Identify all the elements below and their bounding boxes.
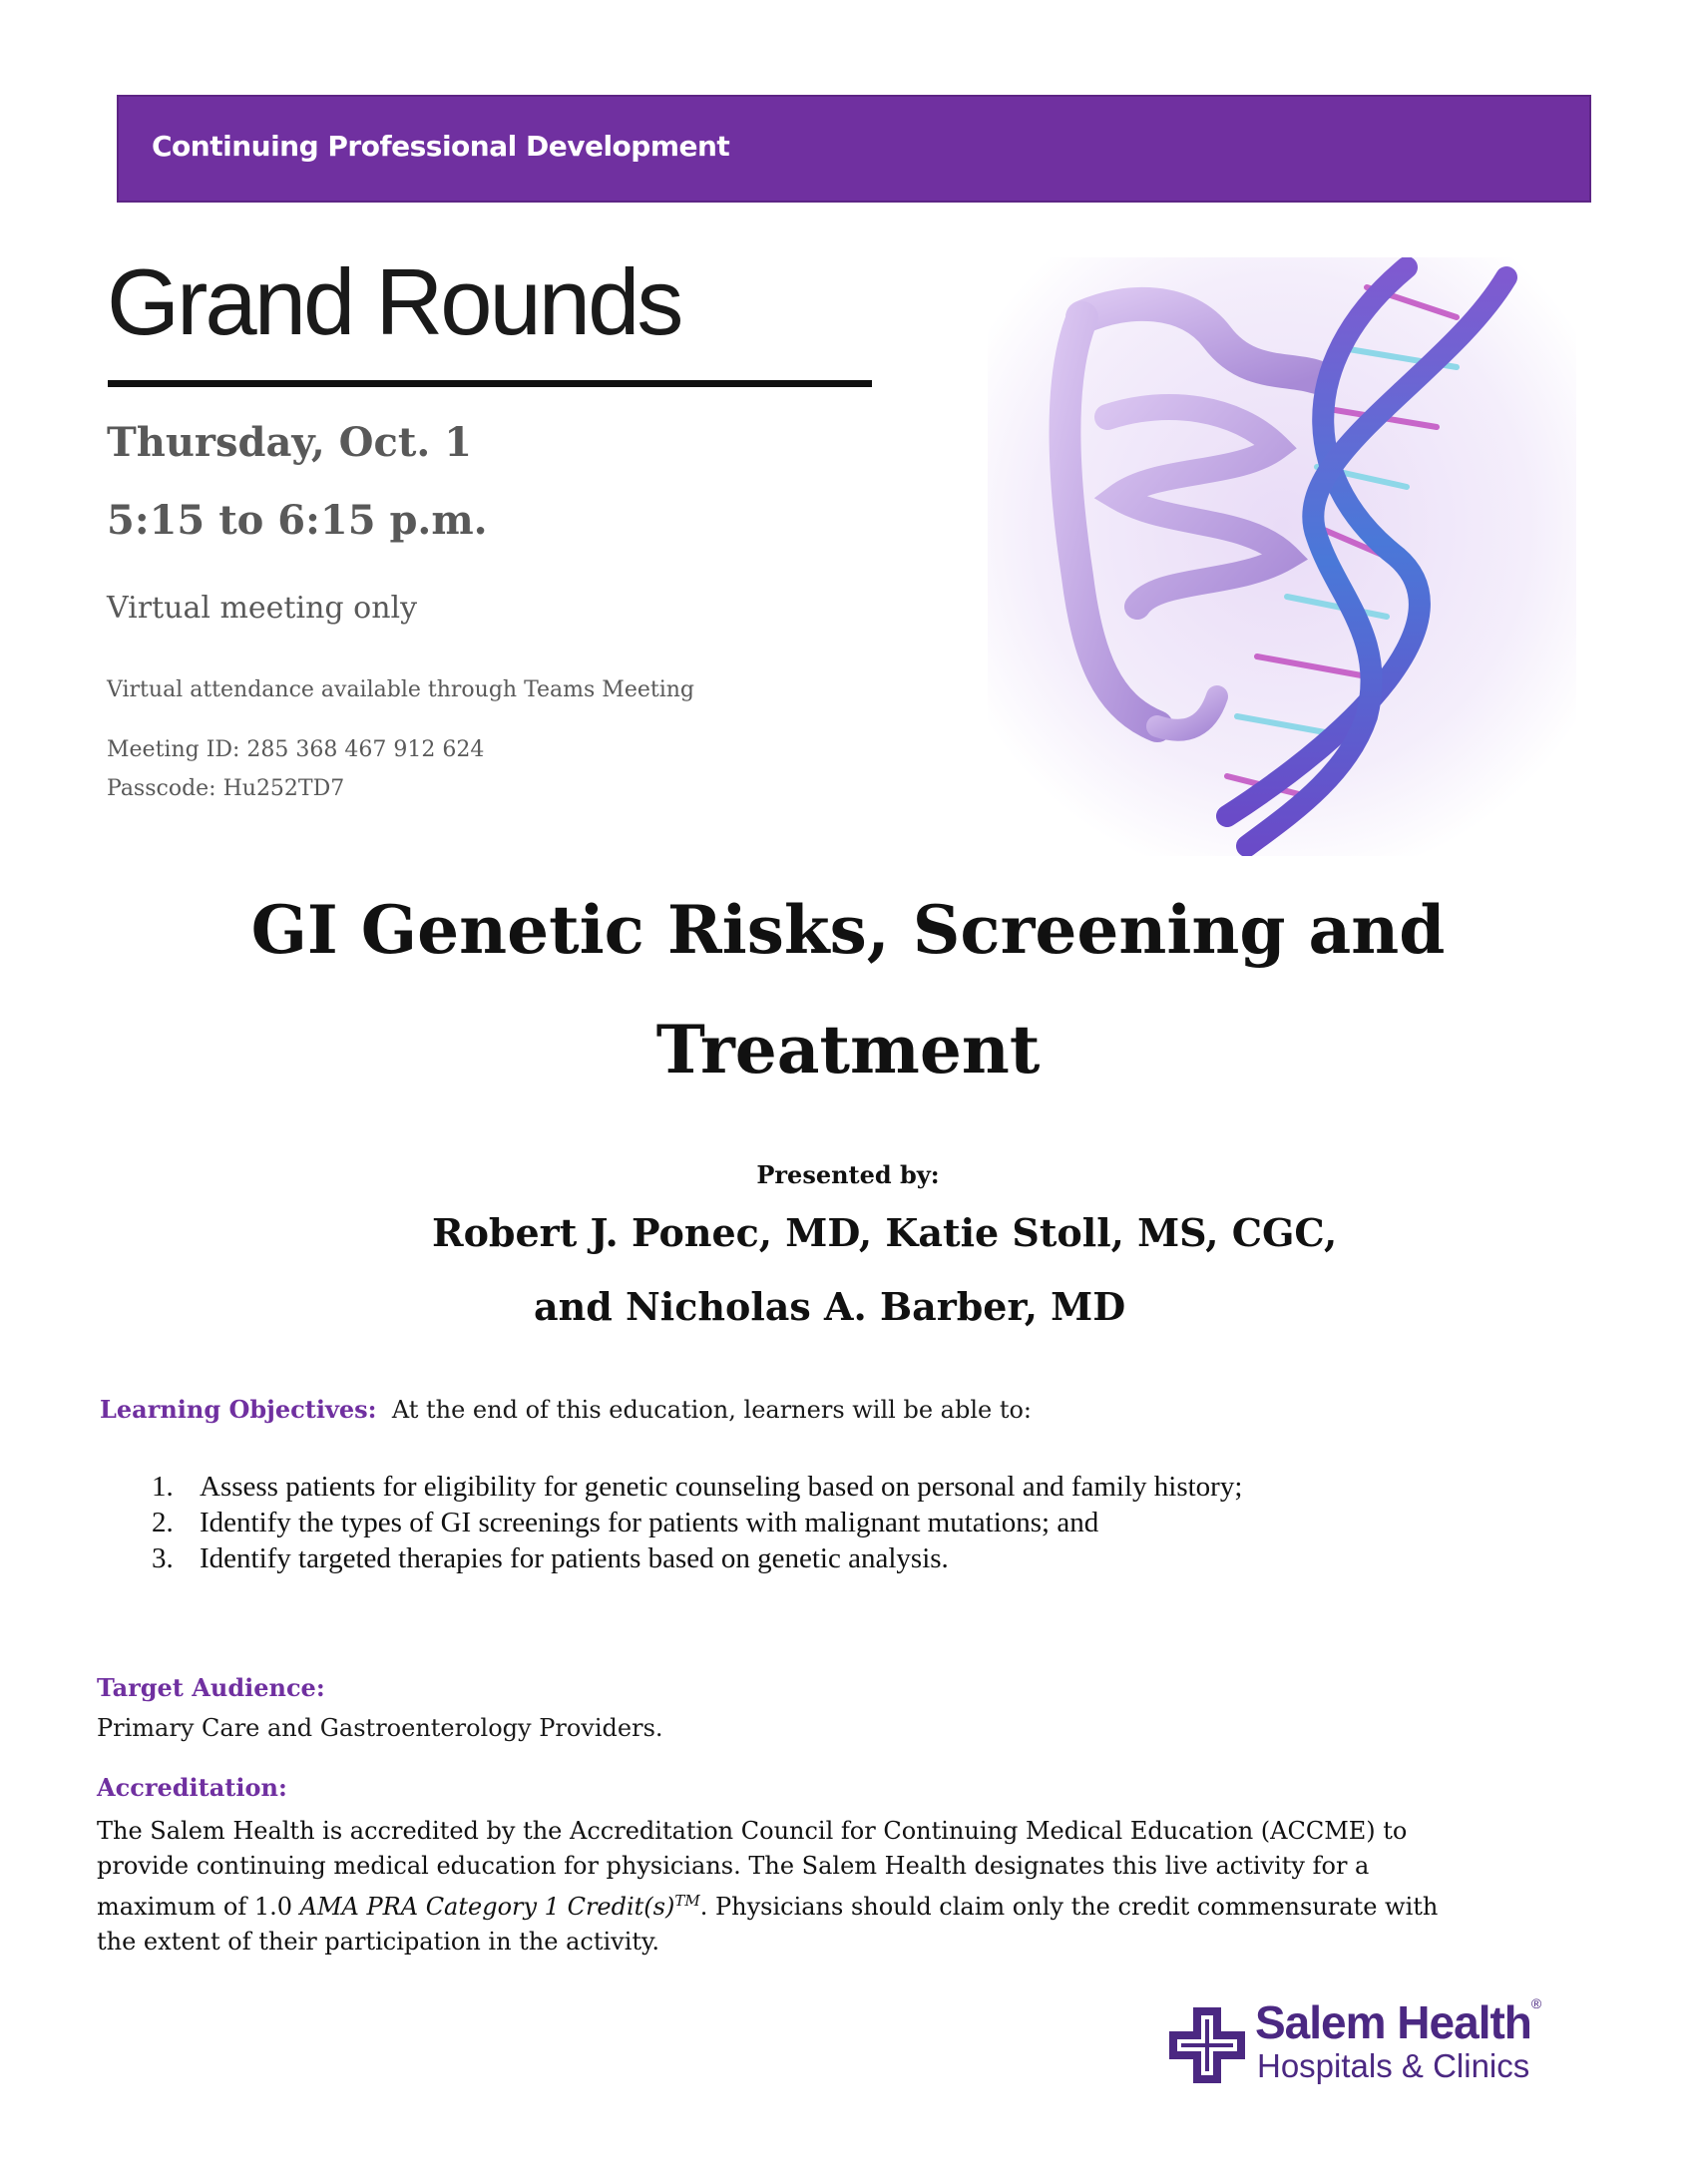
list-item: 3. Identify targeted therapies for patients based on genetic analysis. — [152, 1542, 949, 1574]
accreditation-text: The Salem Health is accredited by the Accreditation Council for Continuing Medical Education (ACCME) to provide continuing medical education for physicians. The Salem Health designates this live activity for a maximum of 1.0 AMA PRA Category 1 Credit(s)™. Physicians should claim only the credit commensurate with the extent of their participation in the activity. — [97, 1817, 1439, 1956]
learning-objectives-label: Learning Objectives: — [100, 1395, 377, 1424]
accreditation-label: Accreditation: — [97, 1773, 287, 1802]
page-title: Grand Rounds — [107, 249, 681, 354]
event-date: Thursday, Oct. 1 — [107, 419, 473, 466]
talk-title: GI Genetic Risks, Screening and — [250, 891, 1446, 969]
banner-title: Continuing Professional Development — [152, 130, 730, 163]
list-item: 2. Identify the types of GI screenings for patients with malignant mutations; and — [152, 1507, 1099, 1538]
objectives-list — [152, 1469, 1242, 1576]
event-venue: Virtual meeting only — [107, 591, 418, 626]
presenters-continued: and Nicholas A. Barber, MD — [534, 1284, 1126, 1329]
logo-name: Salem Health® — [1255, 1995, 1541, 2048]
target-audience-label: Target Audience: — [97, 1673, 325, 1702]
learning-objectives-text: At the end of this education, learners will be able to: — [391, 1396, 1033, 1424]
target-audience-text: Primary Care and Gastroenterology Providers. — [97, 1714, 663, 1742]
salem-health-logo — [1167, 1995, 1606, 2090]
logo-subtitle: Hospitals & Clinics — [1257, 2047, 1530, 2084]
cross-icon — [1167, 2005, 1247, 2085]
teams-info: Virtual attendance available through Teams Meeting — [107, 677, 695, 702]
presented-by-label: Presented by: — [756, 1160, 940, 1189]
meeting-passcode: Passcode: Hu252TD7 — [107, 776, 345, 801]
title-underline — [108, 380, 872, 387]
meeting-id: Meeting ID: 285 368 467 912 624 — [107, 737, 485, 762]
list-item: 1. Assess patients for eligibility for genetic counseling based on personal and family history; — [152, 1471, 1243, 1503]
talk-title-continued: Treatment — [655, 1011, 1041, 1089]
event-time: 5:15 to 6:15 p.m. — [107, 497, 488, 544]
dna-intestine-illustration — [988, 257, 1576, 856]
presenters: Robert J. Ponec, MD, Katie Stoll, MS, CGC, — [432, 1210, 1338, 1255]
header-banner — [117, 95, 1591, 203]
learning-objectives-intro — [100, 1395, 1032, 1424]
